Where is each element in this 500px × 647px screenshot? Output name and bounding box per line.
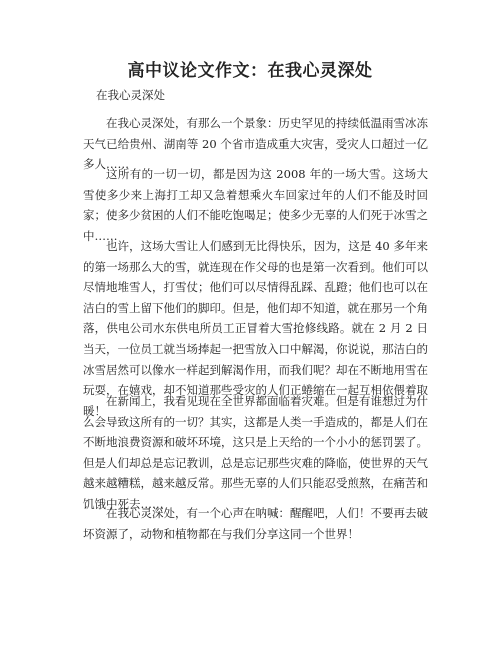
document-title: 高中议论文作文：在我心灵深处 — [127, 61, 373, 81]
paragraph-5: 在我心灵深处，有一个心声在呐喊：醒醒吧，人们！不要再去破坏资源了，动物和植物都在与我们分享这同一个世界！ — [83, 506, 428, 541]
paragraph-4: 在新闻上，我看见现在全世界都面临着灾难。但是有谁想过为什么会导致这所有的一切？其实，这都是人类一手造成的，都是人们在不断地浪费资源和破坏环境，这只是上天给的一个小小的惩罚罢了。但是人们却总是忘记教训，总是忘记那些灾难的降临，使世界的天气越来越糟糕，越来越反常。那些无辜的人们只能忍受煎熬，在痛苦和饥饿中死去…… — [83, 394, 428, 511]
paragraph-2: 这所有的一切一切，都是因为这 2008 年的一场大雪。这场大雪使多少来上海打工却又急着想乘火车回家过年的人们不能及时回家；使多少贫困的人们不能吃饱喝足；使多少无辜的人们死于冰雪之中…… — [83, 167, 428, 243]
paragraph-1: 在我心灵深处，有那么一个景象：历史罕见的持续低温雨雪冰冻天气已给贵州、湖南等 20 个省市造成重大灾害，受灾人口超过一亿多人…… — [83, 116, 428, 172]
paragraph-3: 也许，这场大雪让人们感到无比得快乐，因为，这是 40 多年来的第一场那么大的雪，就连现在作父母的也是第一次看到。他们可以尽情地堆雪人，打雪仗；他们可以尽情得乱踩、乱蹬；他们也可以在洁白的雪上留下他们的脚印。但是，他们却不知道，就在那另一个角落，供电公司水东供电所员工正冒着大雪抢修线路。就在 2 月 2 日当天，一位员工就当场捧起一把雪放入口中解渴，你说说，那洁白的冰雪居然可以像水一样起到解渴作用，而我们呢？却在不断地用雪在玩耍，在嬉戏，却不知道那些受灾的人们正蜷缩在一起互相依偎着取暖！ — [83, 239, 428, 418]
document-subtitle: 在我心灵深处 — [96, 88, 165, 102]
